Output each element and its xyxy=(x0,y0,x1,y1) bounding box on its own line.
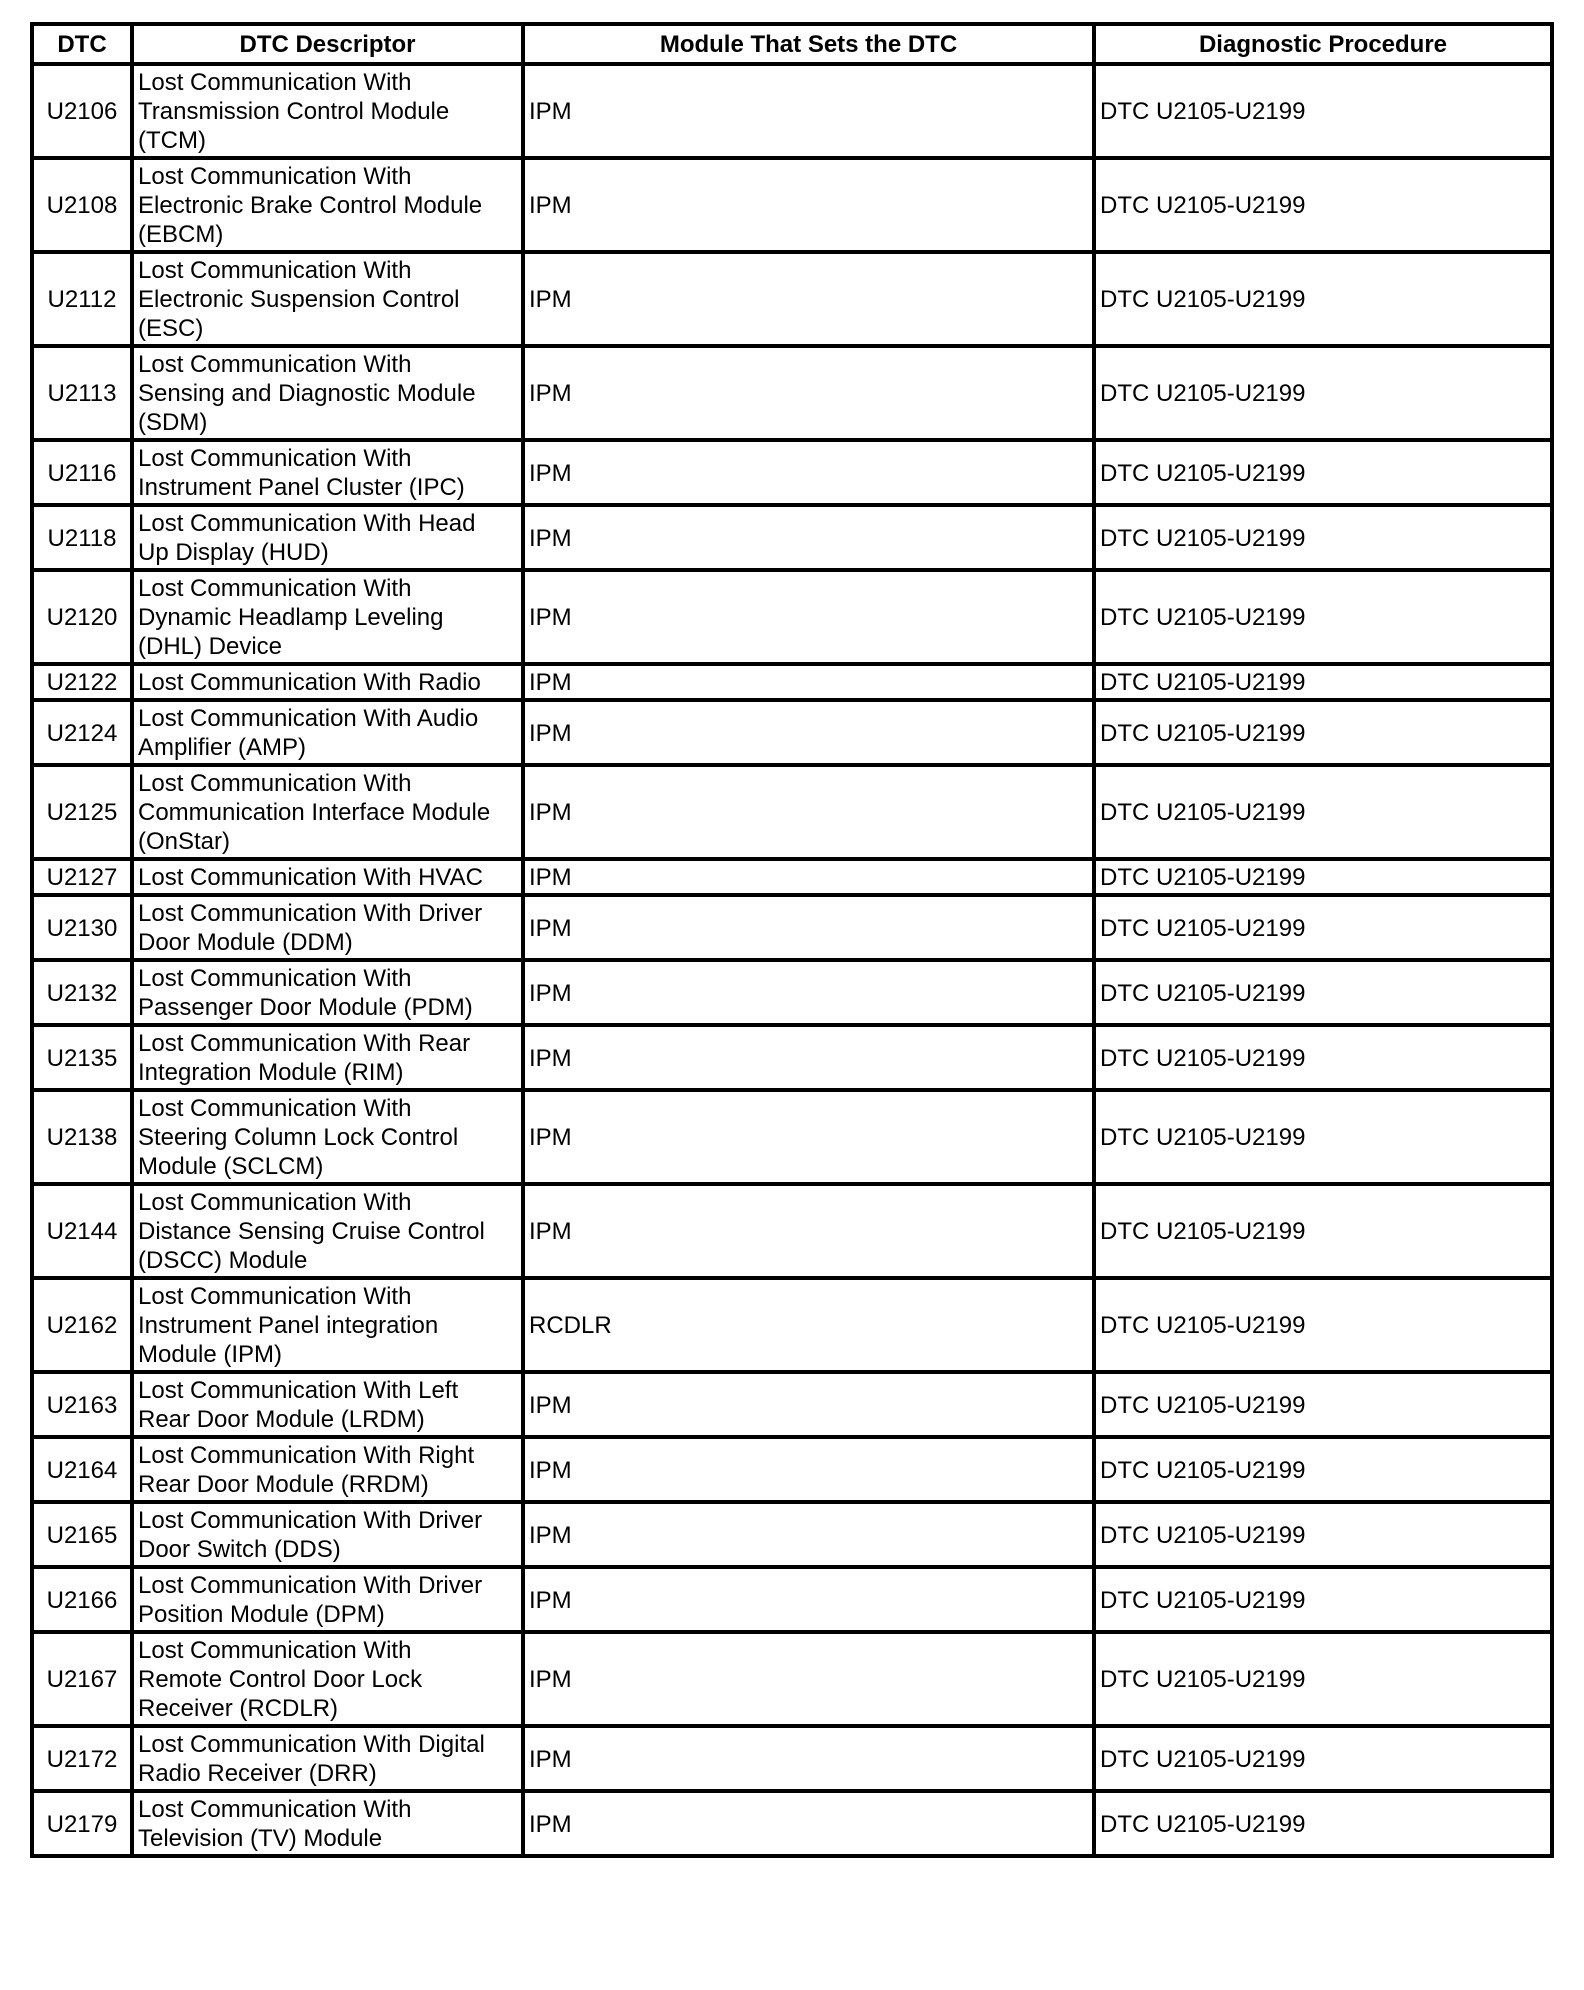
module-cell: IPM xyxy=(523,158,1094,252)
table-row xyxy=(32,960,1552,1025)
header-module: Module That Sets the DTC xyxy=(523,24,1094,64)
descriptor-line: Remote Control Door Lock xyxy=(138,1666,423,1693)
diagnostic-procedure-cell: DTC U2105-U2199 xyxy=(1094,505,1552,570)
dtc-descriptor-cell xyxy=(132,1184,523,1278)
descriptor-line: (DSCC) Module xyxy=(138,1247,308,1274)
table-row xyxy=(32,1791,1552,1856)
table-row xyxy=(32,1632,1552,1726)
module-cell: IPM xyxy=(523,252,1094,346)
diagnostic-procedure-cell: DTC U2105-U2199 xyxy=(1094,1184,1552,1278)
descriptor-line: Lost Communication With xyxy=(138,1189,412,1216)
dtc-code-cell: U2106 xyxy=(32,64,132,158)
table-row xyxy=(32,1372,1552,1437)
table-row xyxy=(32,1502,1552,1567)
table-row xyxy=(32,64,1552,158)
dtc-descriptor-cell xyxy=(132,505,523,570)
descriptor-line: Lost Communication With Radio xyxy=(138,669,481,696)
descriptor-line: Sensing and Diagnostic Module xyxy=(138,380,476,407)
diagnostic-procedure-cell: DTC U2105-U2199 xyxy=(1094,1726,1552,1791)
dtc-descriptor-cell xyxy=(132,765,523,859)
diagnostic-procedure-cell: DTC U2105-U2199 xyxy=(1094,765,1552,859)
dtc-code-cell: U2162 xyxy=(32,1278,132,1372)
dtc-descriptor-cell xyxy=(132,895,523,960)
module-cell: IPM xyxy=(523,1372,1094,1437)
descriptor-line: Distance Sensing Cruise Control xyxy=(138,1218,485,1245)
table-row xyxy=(32,765,1552,859)
descriptor-line: Module (IPM) xyxy=(138,1341,283,1368)
module-cell: IPM xyxy=(523,960,1094,1025)
diagnostic-procedure-cell: DTC U2105-U2199 xyxy=(1094,1502,1552,1567)
descriptor-line: Instrument Panel integration xyxy=(138,1312,439,1339)
diagnostic-procedure-cell: DTC U2105-U2199 xyxy=(1094,859,1552,895)
descriptor-line: Lost Communication With Driver xyxy=(138,900,483,927)
module-cell: IPM xyxy=(523,570,1094,664)
descriptor-line: Rear Door Module (LRDM) xyxy=(138,1406,425,1433)
dtc-descriptor-cell xyxy=(132,1025,523,1090)
dtc-code-cell: U2144 xyxy=(32,1184,132,1278)
descriptor-line: Instrument Panel Cluster (IPC) xyxy=(138,474,465,501)
descriptor-line: Module (SCLCM) xyxy=(138,1153,324,1180)
descriptor-line: Lost Communication With xyxy=(138,965,412,992)
table-row xyxy=(32,158,1552,252)
dtc-descriptor-cell xyxy=(132,1090,523,1184)
dtc-code-cell: U2135 xyxy=(32,1025,132,1090)
module-cell: IPM xyxy=(523,64,1094,158)
dtc-descriptor-cell xyxy=(132,1791,523,1856)
table-row xyxy=(32,570,1552,664)
diagnostic-procedure-cell: DTC U2105-U2199 xyxy=(1094,895,1552,960)
table-body xyxy=(32,64,1552,1856)
descriptor-line: Lost Communication With xyxy=(138,69,412,96)
dtc-code-cell: U2167 xyxy=(32,1632,132,1726)
descriptor-line: Dynamic Headlamp Leveling xyxy=(138,604,444,631)
table-row xyxy=(32,346,1552,440)
descriptor-line: Up Display (HUD) xyxy=(138,539,329,566)
header-dtc: DTC xyxy=(32,24,132,64)
descriptor-line: Door Switch (DDS) xyxy=(138,1536,341,1563)
diagnostic-procedure-cell: DTC U2105-U2199 xyxy=(1094,1437,1552,1502)
dtc-descriptor-cell xyxy=(132,1726,523,1791)
diagnostic-procedure-cell: DTC U2105-U2199 xyxy=(1094,1090,1552,1184)
dtc-descriptor-cell xyxy=(132,158,523,252)
header-procedure: Diagnostic Procedure xyxy=(1094,24,1552,64)
dtc-code-cell: U2132 xyxy=(32,960,132,1025)
descriptor-line: Electronic Suspension Control xyxy=(138,286,460,313)
dtc-code-cell: U2113 xyxy=(32,346,132,440)
table-row xyxy=(32,1184,1552,1278)
module-cell: RCDLR xyxy=(523,1278,1094,1372)
module-cell: IPM xyxy=(523,1502,1094,1567)
descriptor-line: Communication Interface Module xyxy=(138,799,491,826)
dtc-descriptor-cell xyxy=(132,664,523,700)
descriptor-line: Lost Communication With Head xyxy=(138,510,476,537)
descriptor-line: Transmission Control Module xyxy=(138,98,450,125)
dtc-code-cell: U2165 xyxy=(32,1502,132,1567)
dtc-descriptor-cell xyxy=(132,1437,523,1502)
diagnostic-procedure-cell: DTC U2105-U2199 xyxy=(1094,1632,1552,1726)
descriptor-line: Television (TV) Module xyxy=(138,1825,383,1852)
diagnostic-procedure-cell: DTC U2105-U2199 xyxy=(1094,1372,1552,1437)
table-row xyxy=(32,1025,1552,1090)
table-header-row xyxy=(32,24,1552,64)
module-cell: IPM xyxy=(523,895,1094,960)
table-row xyxy=(32,440,1552,505)
module-cell: IPM xyxy=(523,1567,1094,1632)
dtc-descriptor-cell xyxy=(132,64,523,158)
dtc-code-cell: U2124 xyxy=(32,700,132,765)
diagnostic-procedure-cell: DTC U2105-U2199 xyxy=(1094,252,1552,346)
dtc-descriptor-cell xyxy=(132,1632,523,1726)
module-cell: IPM xyxy=(523,859,1094,895)
descriptor-line: Integration Module (RIM) xyxy=(138,1059,404,1086)
module-cell: IPM xyxy=(523,1632,1094,1726)
module-cell: IPM xyxy=(523,1090,1094,1184)
dtc-descriptor-cell xyxy=(132,440,523,505)
diagnostic-procedure-cell: DTC U2105-U2199 xyxy=(1094,570,1552,664)
descriptor-line: (ESC) xyxy=(138,315,204,342)
diagnostic-procedure-cell: DTC U2105-U2199 xyxy=(1094,1791,1552,1856)
diagnostic-procedure-cell: DTC U2105-U2199 xyxy=(1094,1278,1552,1372)
dtc-code-cell: U2164 xyxy=(32,1437,132,1502)
module-cell: IPM xyxy=(523,1437,1094,1502)
descriptor-line: Radio Receiver (DRR) xyxy=(138,1760,377,1787)
dtc-code-cell: U2166 xyxy=(32,1567,132,1632)
descriptor-line: Lost Communication With xyxy=(138,257,412,284)
module-cell: IPM xyxy=(523,765,1094,859)
table-row xyxy=(32,1437,1552,1502)
descriptor-line: Position Module (DPM) xyxy=(138,1601,385,1628)
dtc-descriptor-cell xyxy=(132,700,523,765)
descriptor-line: Lost Communication With xyxy=(138,1095,412,1122)
dtc-descriptor-cell xyxy=(132,346,523,440)
descriptor-line: Lost Communication With xyxy=(138,1283,412,1310)
descriptor-line: Lost Communication With Driver xyxy=(138,1507,483,1534)
dtc-code-cell: U2112 xyxy=(32,252,132,346)
module-cell: IPM xyxy=(523,1025,1094,1090)
dtc-code-cell: U2127 xyxy=(32,859,132,895)
descriptor-line: Amplifier (AMP) xyxy=(138,734,307,761)
descriptor-line: Steering Column Lock Control xyxy=(138,1124,459,1151)
descriptor-line: Lost Communication With xyxy=(138,575,412,602)
descriptor-line: Electronic Brake Control Module xyxy=(138,192,483,219)
descriptor-line: Lost Communication With Driver xyxy=(138,1572,483,1599)
header-descriptor: DTC Descriptor xyxy=(132,24,523,64)
diagnostic-procedure-cell: DTC U2105-U2199 xyxy=(1094,700,1552,765)
dtc-code-cell: U2163 xyxy=(32,1372,132,1437)
descriptor-line: Lost Communication With Digital xyxy=(138,1731,485,1758)
diagnostic-procedure-cell: DTC U2105-U2199 xyxy=(1094,960,1552,1025)
dtc-descriptor-cell xyxy=(132,1502,523,1567)
dtc-code-cell: U2122 xyxy=(32,664,132,700)
descriptor-line: Lost Communication With Rear xyxy=(138,1030,471,1057)
descriptor-line: (EBCM) xyxy=(138,221,224,248)
module-cell: IPM xyxy=(523,440,1094,505)
module-cell: IPM xyxy=(523,1184,1094,1278)
dtc-descriptor-cell xyxy=(132,859,523,895)
descriptor-line: Rear Door Module (RRDM) xyxy=(138,1471,429,1498)
descriptor-line: Lost Communication With HVAC xyxy=(138,864,483,891)
descriptor-line: Receiver (RCDLR) xyxy=(138,1695,339,1722)
descriptor-line: Lost Communication With xyxy=(138,163,412,190)
module-cell: IPM xyxy=(523,346,1094,440)
dtc-descriptor-cell xyxy=(132,1278,523,1372)
diagnostic-procedure-cell: DTC U2105-U2199 xyxy=(1094,158,1552,252)
module-cell: IPM xyxy=(523,505,1094,570)
descriptor-line: Lost Communication With xyxy=(138,445,412,472)
table-row xyxy=(32,252,1552,346)
table-row xyxy=(32,700,1552,765)
dtc-code-cell: U2125 xyxy=(32,765,132,859)
descriptor-line: Lost Communication With xyxy=(138,1637,412,1664)
dtc-code-cell: U2138 xyxy=(32,1090,132,1184)
descriptor-line: (DHL) Device xyxy=(138,633,283,660)
table-row xyxy=(32,1090,1552,1184)
diagnostic-procedure-cell: DTC U2105-U2199 xyxy=(1094,1025,1552,1090)
descriptor-line: (SDM) xyxy=(138,409,208,436)
diagnostic-procedure-cell: DTC U2105-U2199 xyxy=(1094,1567,1552,1632)
dtc-table-container xyxy=(30,22,1550,1858)
dtc-descriptor-cell xyxy=(132,252,523,346)
dtc-descriptor-cell xyxy=(132,570,523,664)
table-row xyxy=(32,1726,1552,1791)
table-row xyxy=(32,664,1552,700)
descriptor-line: Passenger Door Module (PDM) xyxy=(138,994,473,1021)
descriptor-line: Lost Communication With xyxy=(138,770,412,797)
module-cell: IPM xyxy=(523,1726,1094,1791)
descriptor-line: Lost Communication With xyxy=(138,351,412,378)
diagnostic-procedure-cell: DTC U2105-U2199 xyxy=(1094,440,1552,505)
dtc-descriptor-cell xyxy=(132,960,523,1025)
table-row xyxy=(32,1278,1552,1372)
descriptor-line: Lost Communication With Right xyxy=(138,1442,475,1469)
table-row xyxy=(32,505,1552,570)
dtc-code-cell: U2120 xyxy=(32,570,132,664)
descriptor-line: Door Module (DDM) xyxy=(138,929,353,956)
table-row xyxy=(32,1567,1552,1632)
descriptor-line: Lost Communication With xyxy=(138,1796,412,1823)
table-row xyxy=(32,859,1552,895)
descriptor-line: (TCM) xyxy=(138,127,206,154)
table-row xyxy=(32,895,1552,960)
module-cell: IPM xyxy=(523,664,1094,700)
module-cell: IPM xyxy=(523,1791,1094,1856)
dtc-table xyxy=(30,22,1554,1858)
dtc-code-cell: U2108 xyxy=(32,158,132,252)
descriptor-line: (OnStar) xyxy=(138,828,231,855)
diagnostic-procedure-cell: DTC U2105-U2199 xyxy=(1094,664,1552,700)
dtc-code-cell: U2172 xyxy=(32,1726,132,1791)
diagnostic-procedure-cell: DTC U2105-U2199 xyxy=(1094,64,1552,158)
dtc-code-cell: U2118 xyxy=(32,505,132,570)
dtc-descriptor-cell xyxy=(132,1372,523,1437)
dtc-code-cell: U2116 xyxy=(32,440,132,505)
dtc-code-cell: U2130 xyxy=(32,895,132,960)
dtc-descriptor-cell xyxy=(132,1567,523,1632)
diagnostic-procedure-cell: DTC U2105-U2199 xyxy=(1094,346,1552,440)
dtc-code-cell: U2179 xyxy=(32,1791,132,1856)
descriptor-line: Lost Communication With Left xyxy=(138,1377,459,1404)
descriptor-line: Lost Communication With Audio xyxy=(138,705,479,732)
module-cell: IPM xyxy=(523,700,1094,765)
